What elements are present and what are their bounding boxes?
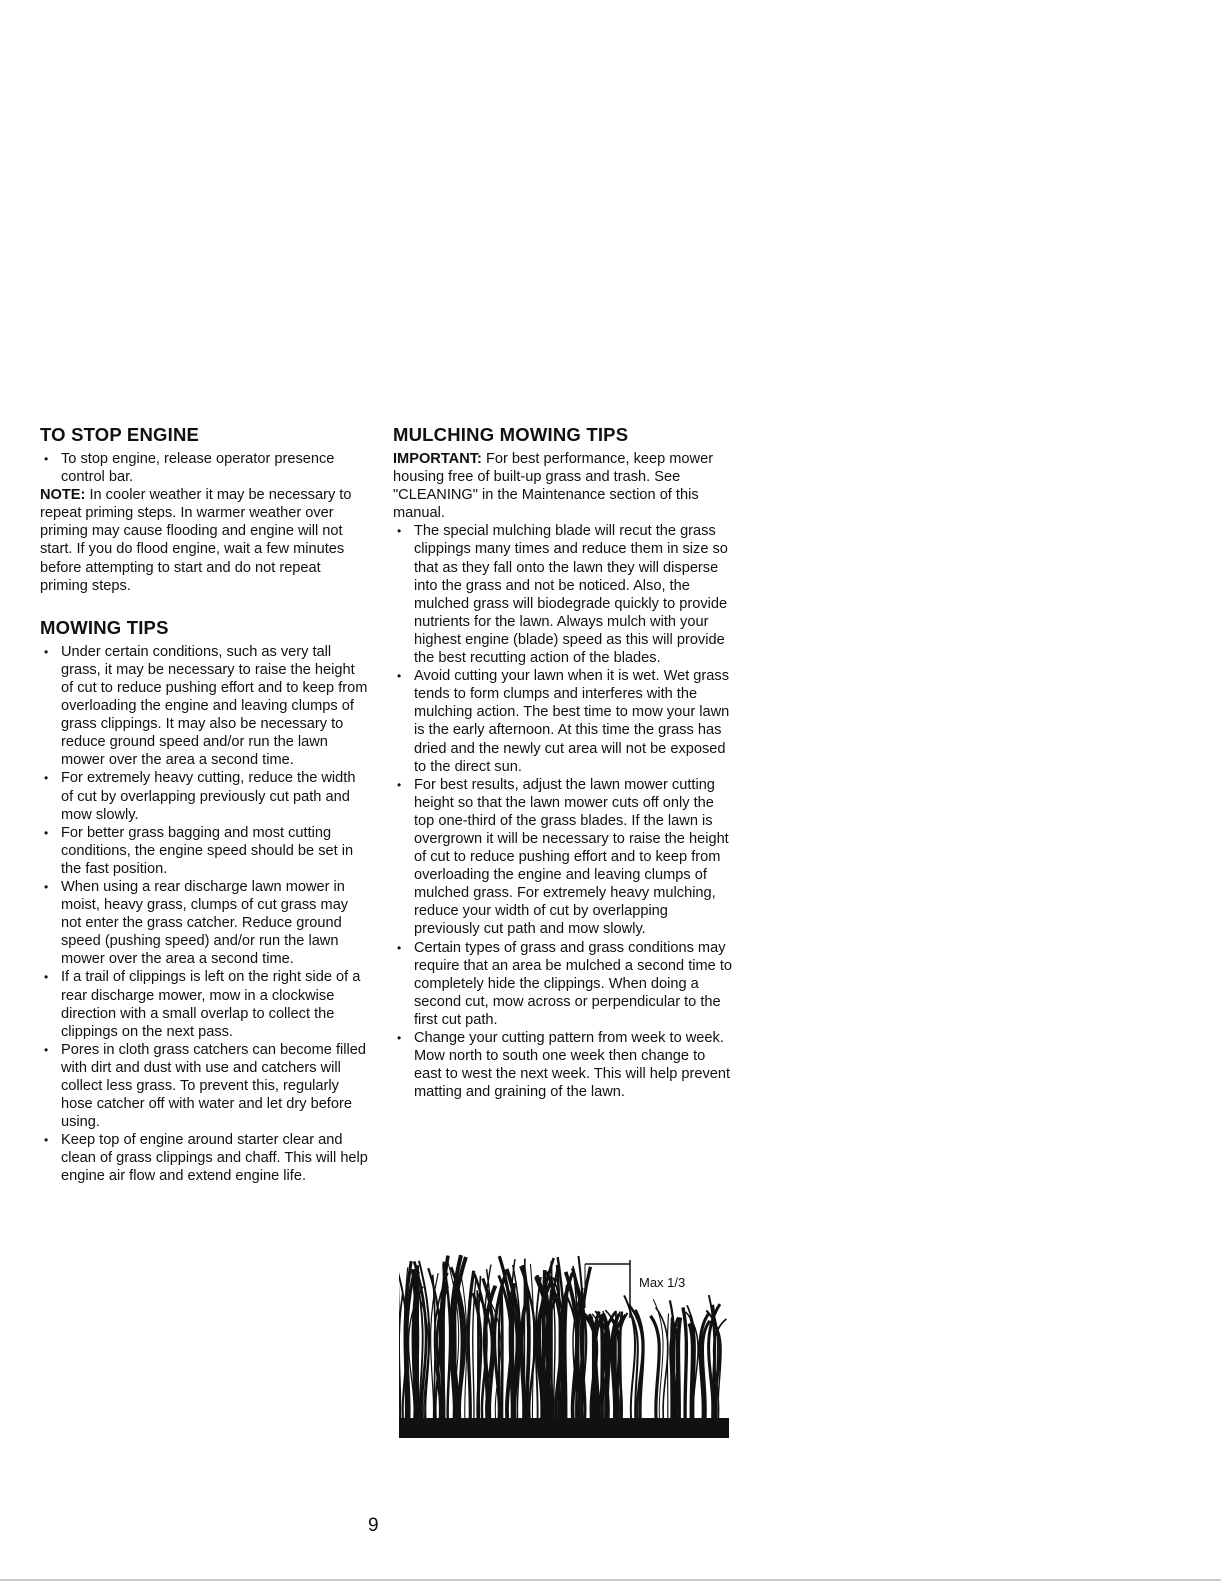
bottom-edge-line	[0, 1579, 1221, 1581]
mowing-tip-text: Keep top of engine around starter clear and clean of grass clippings and chaff. This will help engine air flow and extend engine life.	[61, 1132, 368, 1185]
list-item	[40, 769, 370, 823]
list-item	[40, 968, 370, 1040]
mowing-tip-text: Under certain conditions, such as very tall grass, it may be necessary to raise the height of cut to reduce pushing effort and to keep from overloading the engine and leaving clumps of grass clippings. It may also be necessary to reduce ground speed and/or run the lawn mower over the area a second time.	[61, 643, 368, 769]
mulching-tip-text: Change your cutting pattern from week to week. Mow north to south one week then change to east to west the next week. This will help prevent matting and graining of the lawn.	[414, 1030, 731, 1101]
bullet-icon: •	[397, 669, 402, 684]
list-item	[40, 1041, 370, 1131]
grass-blade	[678, 1318, 680, 1425]
list-item	[393, 939, 733, 1029]
mowing-tips-list	[40, 643, 370, 1186]
bullet-icon: •	[397, 777, 402, 792]
right-column	[393, 424, 733, 1101]
important-label: IMPORTANT:	[393, 451, 482, 467]
bullet-icon: •	[397, 1031, 402, 1045]
stop-engine-text: To stop engine, release operator presence control bar.	[61, 451, 335, 486]
mulching-tip-text: Certain types of grass and grass conditions may require that an area be mulched a second time to completely hide the clippings. When doing a second cut, mow across or perpendicular to the first cut path.	[414, 939, 733, 1028]
list-item	[40, 878, 370, 968]
bullet-icon: •	[44, 771, 49, 786]
list-item	[40, 824, 370, 878]
list-item	[40, 643, 370, 770]
grass-blade	[501, 1288, 502, 1425]
bullet-icon: •	[44, 879, 49, 894]
mowing-tip-text: For extremely heavy cutting, reduce the width of cut by overlapping previously cut path and mow slowly.	[61, 770, 356, 823]
page-number: 9	[368, 1515, 379, 1536]
mowing-tip-text: For better grass bagging and most cutting conditions, the engine speed should be set in the fast position.	[61, 824, 354, 877]
note-label: NOTE:	[40, 487, 86, 504]
bullet-icon: •	[397, 524, 402, 539]
bullet-icon: •	[44, 1133, 49, 1148]
bullet-icon: •	[44, 825, 49, 840]
mowing-tip-text: If a trail of clippings is left on the right side of a rear discharge mower, mow in a clockwise direction with a small overlap to collect the clippings on the next pass.	[61, 969, 361, 1040]
mowing-tips-section	[40, 617, 370, 1186]
mulching-tips-list	[393, 522, 733, 1101]
list-item	[393, 1029, 733, 1101]
mulching-tip-text: The special mulching blade will recut the grass clippings many times and reduce them in size so that as they fall onto the lawn they will disperse into the grass and not be noticed. Also, the mulched grass will biodegrade quickly to provide nutrients for the lawn. Always mulch with your highest engine (blade) speed as this will provide the best recutting action of the blades.	[414, 523, 728, 667]
mulching-tip-text: For best results, adjust the lawn mower cutting height so that the lawn mower cuts off only the top one-third of the grass blades. If the lawn is overgrown it will be necessary to raise the height of cut to reduce pushing effort and to keep from overloading the engine and leaving clumps of mulched grass. For extremely heavy mulching, reduce your width of cut by overlapping previously cut path and mow slowly.	[414, 776, 729, 938]
list-item	[40, 1131, 370, 1185]
mulching-tips-heading: MULCHING MOWING TIPS	[393, 424, 629, 445]
bullet-icon: •	[44, 970, 49, 985]
list-item	[393, 667, 733, 776]
bullet-icon: •	[44, 452, 49, 466]
mowing-tip-text: Pores in cloth grass catchers can become filled with dirt and dust with use and catchers will collect less grass. To prevent this, regularly hose catcher off with water and let dry before using.	[61, 1041, 366, 1131]
stop-engine-heading: TO STOP ENGINE	[40, 424, 200, 445]
bullet-icon: •	[44, 644, 49, 659]
left-column	[40, 424, 370, 1186]
ground-band	[399, 1418, 729, 1438]
list-item	[40, 450, 370, 486]
important-paragraph	[393, 450, 733, 522]
mowing-tips-heading: MOWING TIPS	[40, 616, 169, 638]
list-item	[393, 776, 733, 939]
mulching-tip-text: Avoid cutting your lawn when it is wet. Wet grass tends to form clumps and interferes with the mulching action. The best time to mow your lawn is the early afternoon. At this time the grass has dried and the newly cut area will not be exposed to the direct sun.	[414, 668, 730, 775]
grass-blade	[601, 1314, 602, 1425]
bullet-icon: •	[44, 1042, 49, 1057]
max-one-third-label: Max 1/3	[639, 1275, 686, 1290]
note-paragraph	[40, 486, 370, 595]
list-item	[393, 522, 733, 667]
mowing-tip-text: When using a rear discharge lawn mower in moist, heavy grass, clumps of cut grass may not enter the grass catcher. Reduce ground speed (pushing speed) and/or run the lawn mower over the area a second time.	[61, 878, 349, 968]
important-text: For best performance, keep mower housing free of built-up grass and trash. See "CLEANING" in the Maintenance section of this manual.	[393, 451, 714, 522]
note-text: In cooler weather it may be necessary to repeat priming steps. In warmer weather over priming may cause flooding and engine will not start. If you do flood engine, wait a few minutes before attempting to start and do not repeat priming steps.	[40, 487, 352, 594]
grass-blade	[512, 1283, 514, 1425]
stop-engine-list	[40, 450, 370, 486]
bullet-icon: •	[397, 940, 402, 955]
